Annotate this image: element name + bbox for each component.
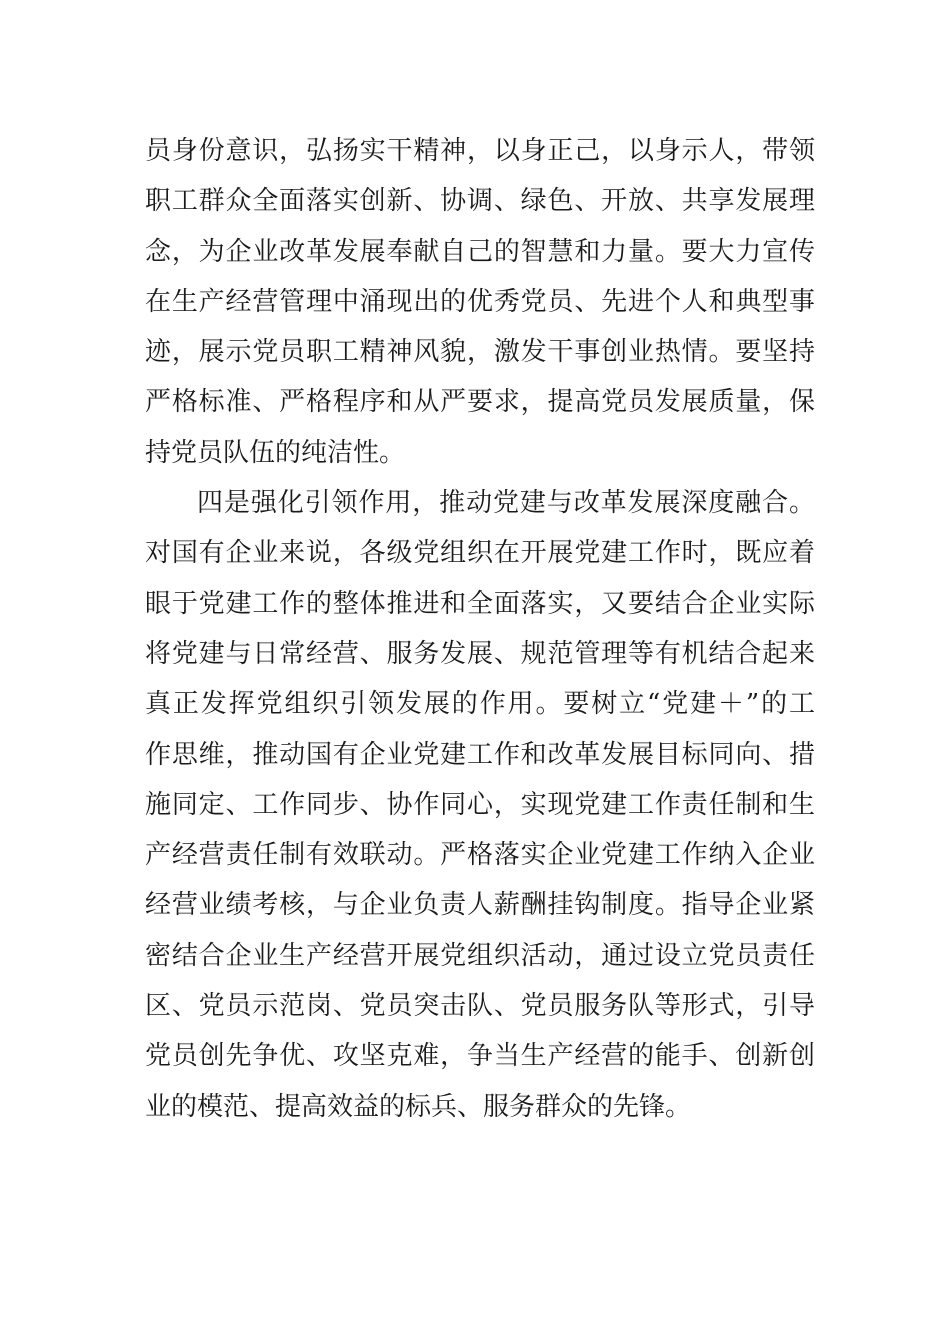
text-line: 在生产经营管理中涌现出的优秀党员、先进个人和典型事 xyxy=(145,286,815,317)
text-line: 职工群众全面落实创新、协调、绿色、开放、共享发展理 xyxy=(145,186,815,217)
text-line: 密结合企业生产经营开展党组织活动，通过设立党员责任 xyxy=(145,940,815,971)
text-line: 迹，展示党员职工精神风貌，激发干事创业热情。要坚持 xyxy=(145,337,815,368)
text-line: 作思维，推动国有企业党建工作和改革发展目标同向、措 xyxy=(145,739,815,770)
text-line: 真正发挥党组织引领发展的作用。要树立“党建＋”的工 xyxy=(145,689,815,720)
text-line: 员身份意识，弘扬实干精神，以身正己，以身示人，带领 xyxy=(145,136,815,166)
text-line: 对国有企业来说，各级党组织在开展党建工作时，既应着 xyxy=(145,538,815,569)
paragraph-2 xyxy=(145,478,815,1132)
text-line: 严格标准、严格程序和从严要求，提高党员发展质量，保 xyxy=(145,387,815,418)
text-line: 施同定、工作同步、协作同心，实现党建工作责任制和生 xyxy=(145,789,815,820)
text-line: 持党员队伍的纯洁性。 xyxy=(145,437,406,468)
body-text xyxy=(145,126,815,1132)
text-line: 业的模范、提高效益的标兵、服务群众的先锋。 xyxy=(145,1091,692,1122)
text-line: 产经营责任制有效联动。严格落实企业党建工作纳入企业 xyxy=(145,840,815,871)
text-line: 念，为企业改革发展奉献自己的智慧和力量。要大力宣传 xyxy=(145,236,815,267)
text-line: 将党建与日常经营、服务发展、规范管理等有机结合起来 xyxy=(145,638,815,669)
paragraph-1 xyxy=(145,126,815,478)
text-line: 区、党员示范岗、党员突击队、党员服务队等形式，引导 xyxy=(145,991,815,1022)
text-line: 经营业绩考核，与企业负责人薪酬挂钩制度。指导企业紧 xyxy=(145,890,815,921)
text-line: 眼于党建工作的整体推进和全面落实，又要结合企业实际 xyxy=(145,588,815,619)
text-line: 四是强化引领作用，推动党建与改革发展深度融合。 xyxy=(197,488,815,519)
text-line: 党员创先争优、攻坚克难，争当生产经营的能手、创新创 xyxy=(145,1041,815,1072)
